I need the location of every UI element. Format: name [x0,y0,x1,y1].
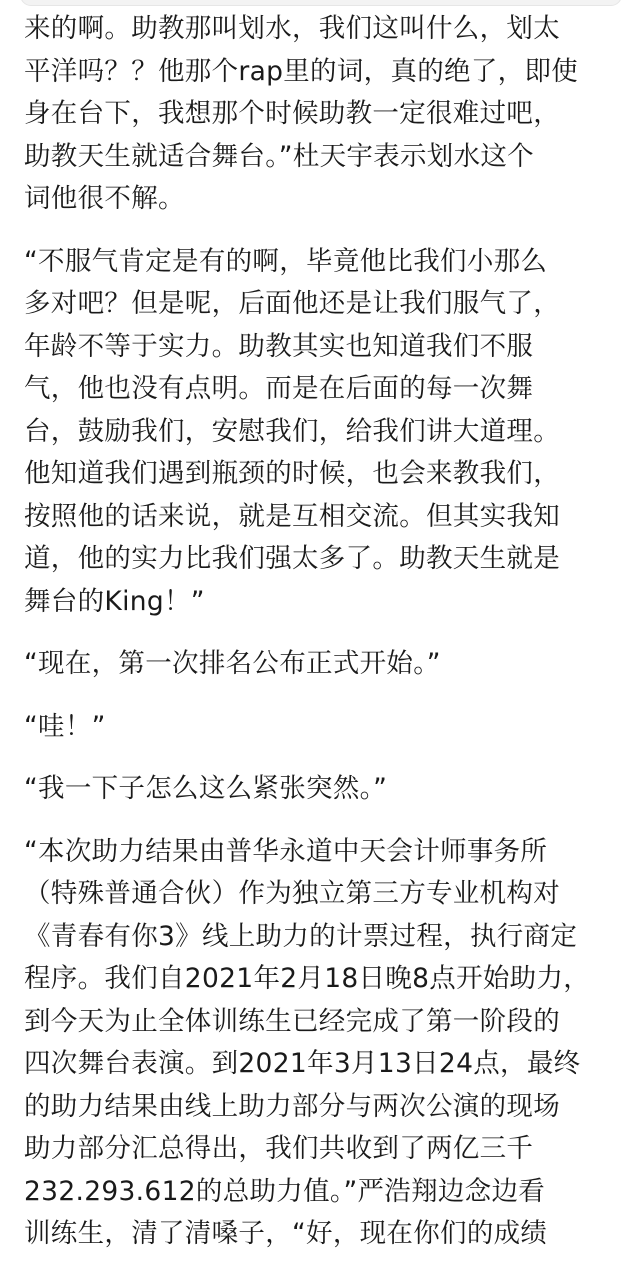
text-line: “哇！” [24,710,106,742]
text-line: 助力部分汇总得出，我们共收到了两亿三千 [24,1133,534,1164]
article-body [24,8,616,1276]
text-line: “不服气肯定是有的啊，毕竟他比我们小那么 [24,245,548,277]
paragraph [24,706,616,749]
text-line: 来的啊。助教那叫划水，我们这叫什么，划太 [24,13,560,44]
text-line: “现在，第一次排名公布正式开始。” [24,648,441,679]
text-line: 到今天为止全体训练生已经完成了第一阶段的 [24,1005,560,1037]
text-line: 词他很不解。 [24,183,185,214]
text-line: 舞台的King！” [24,585,205,617]
text-line: 身在台下，我想那个时候助教一定很难过吧， [24,98,560,129]
text-line: 的助力结果由线上助力部分与两次公演的现场 [24,1090,560,1122]
top-bar-remnant [20,0,622,6]
text-line: 助教天生就适合舞台。”杜天宇表示划水这个 [24,140,534,172]
paragraph [24,831,616,1256]
text-line: 气，他也没有点明。而是在后面的每一次舞 [24,373,534,404]
paragraph [24,768,616,811]
text-line: （特殊普通合伙）作为独立第三方专业机构对 [24,878,560,909]
text-line: “我一下子怎么这么紧张突然。” [24,773,388,804]
text-line: 《青春有你3》线上助力的计票过程，执行商定 [24,920,578,952]
text-line: 平洋吗？？他那个rap里的词，真的绝了，即使 [24,55,579,87]
text-line: 按照他的话来说，就是互相交流。但其实我知 [24,500,560,532]
text-line: 多对吧？但是呢，后面他还是让我们服气了， [24,288,560,319]
text-line: “本次助力结果由普华永道中天会计师事务所 [24,835,548,867]
text-line: 训练生，清了清嗓子，“好，现在你们的成绩 [24,1218,548,1249]
text-line: 程序。我们自2021年2月18日晚8点开始助力， [24,963,591,994]
text-line: 道，他的实力比我们强太多了。助教天生就是 [24,543,560,574]
text-line: 四次舞台表演。到2021年3月13日24点，最终 [24,1048,581,1079]
text-line: 他知道我们遇到瓶颈的时候，也会来教我们， [24,458,560,489]
paragraph [24,8,616,221]
paragraph [24,643,616,686]
paragraph [24,241,616,624]
text-line: 年龄不等于实力。助教其实也知道我们不服 [24,330,534,362]
text-line: 232.293.612的总助力值。”严浩翔边念边看 [24,1175,546,1207]
text-line: 台，鼓励我们，安慰我们，给我们讲大道理。 [24,415,560,447]
